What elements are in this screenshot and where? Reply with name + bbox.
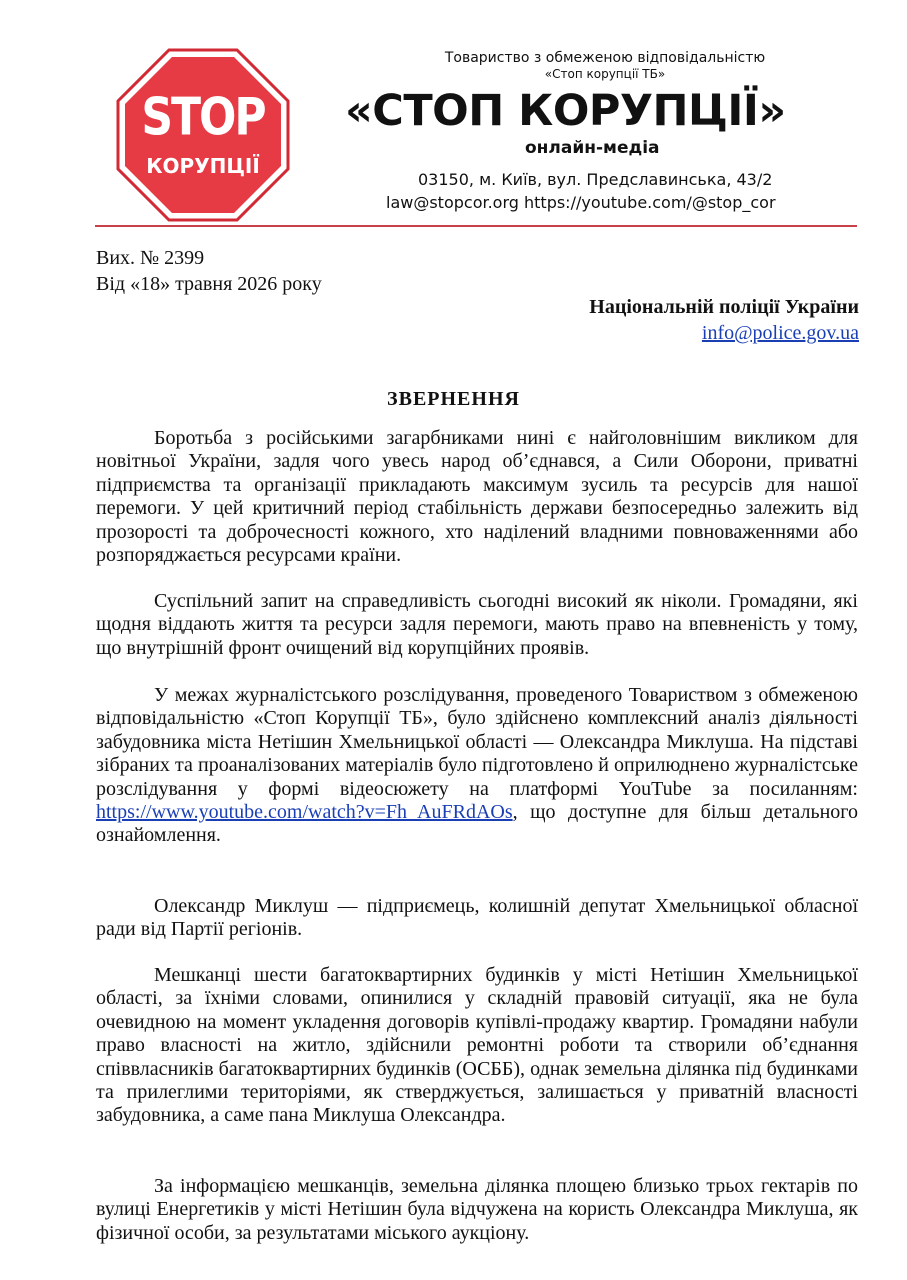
logo-subtitle-text: КОРУПЦІЇ [146, 154, 260, 178]
letterhead-media-label: онлайн-медіа [525, 138, 660, 158]
paragraph-1: Боротьба з російськими загарбниками нині є найголовнішим викликом для новітньої України, задля чого увесь народ об’єднався, а Сили Оборони, приватні підприємства та організації прикладають максимум зусиль та ресурсів для нашої перемоги. У цей критичний період стабільність держави безпосередньо залежить від прозорості та доброчесності кожного, хто наділений владними повноваженнями або розпоряджається ресурсами країни. [96, 427, 858, 567]
paragraph-2: Суспільний запит на справедливість сьогодні високий як ніколи. Громадяни, які щодня віддають життя та ресурси задля перемоги, мають право на впевненість у тому, що внутрішній фронт очищений від корупційних проявів. [96, 590, 858, 659]
youtube-video-link[interactable]: https://www.youtube.com/watch?v=Fh_AuFRdAOs [96, 801, 513, 824]
recipient-email-link[interactable]: info@police.gov.ua [701, 322, 859, 344]
letterhead-divider [95, 225, 857, 227]
paragraph-3-text-end: , що доступне для більш детального ознайомлення. [96, 801, 858, 847]
paragraph-5: Мешканці шести багатоквартирних будинків у місті Нетішин Хмельницької області, за їхніми словами, опинилися у складній правовій ситуації, яка не була очевидною на момент укладення договорів купівлі-продажу квартир. Громадяни набули право власності на житло, здійснили ремонтні роботи та створили об’єднання співвласників багатоквартирних будинків (ОСББ), однак земельна ділянка під будинками та прилеглими територіями, як стверджується, залишається у приватній власності забудовника, а саме пана Миклуша Олександра. [96, 964, 858, 1127]
letterhead-address: 03150, м. Київ, вул. Предславинська, 43/2 [418, 170, 773, 189]
logo-stop-text: STOP [141, 87, 265, 148]
paragraph-3-text-start: У межах журналістського розслідування, проведеного Товариством з обмеженою відповідальністю «Стоп Корупції ТБ», було здійснено комплексний аналіз діяльності забудовника міста Нетішин Хмельницької області — Олександра Миклуша. На підставі зібраних та проаналізованих матеріалів було підготовлено й оприлюднено журналістське розслідування у формі відеосюжету на платформі YouTube за посиланням: [96, 684, 858, 800]
paragraph-6: За інформацією мешканців, земельна ділянка площею близько трьох гектарів по вулиці Енергетиків у місті Нетішин була відчужена на користь Олександра Миклуша, як фізичної особи, за результатами міського аукціону. [96, 1175, 858, 1244]
stop-corruption-logo [116, 48, 290, 222]
letter-date: Від «18» травня 2026 року [96, 273, 322, 295]
outgoing-number: Вих. № 2399 [96, 247, 205, 269]
recipient-name: Національній поліції України [589, 296, 859, 318]
paragraph-4: Олександр Миклуш — підприємець, колишній депутат Хмельницької обласної ради від Партії регіонів. [96, 895, 858, 941]
paragraph-3 [96, 684, 858, 848]
letterhead-title: «СТОП КОРУПЦІЇ» [345, 86, 786, 136]
organization-name: Товариство з обмеженою відповідальністю [444, 50, 766, 66]
document-title: ЗВЕРНЕННЯ [387, 388, 520, 410]
organization-short-name: «Стоп корупції ТБ» [544, 67, 666, 81]
letterhead-contacts: law@stopcor.org https://youtube.com/@stop_cor [386, 193, 776, 212]
